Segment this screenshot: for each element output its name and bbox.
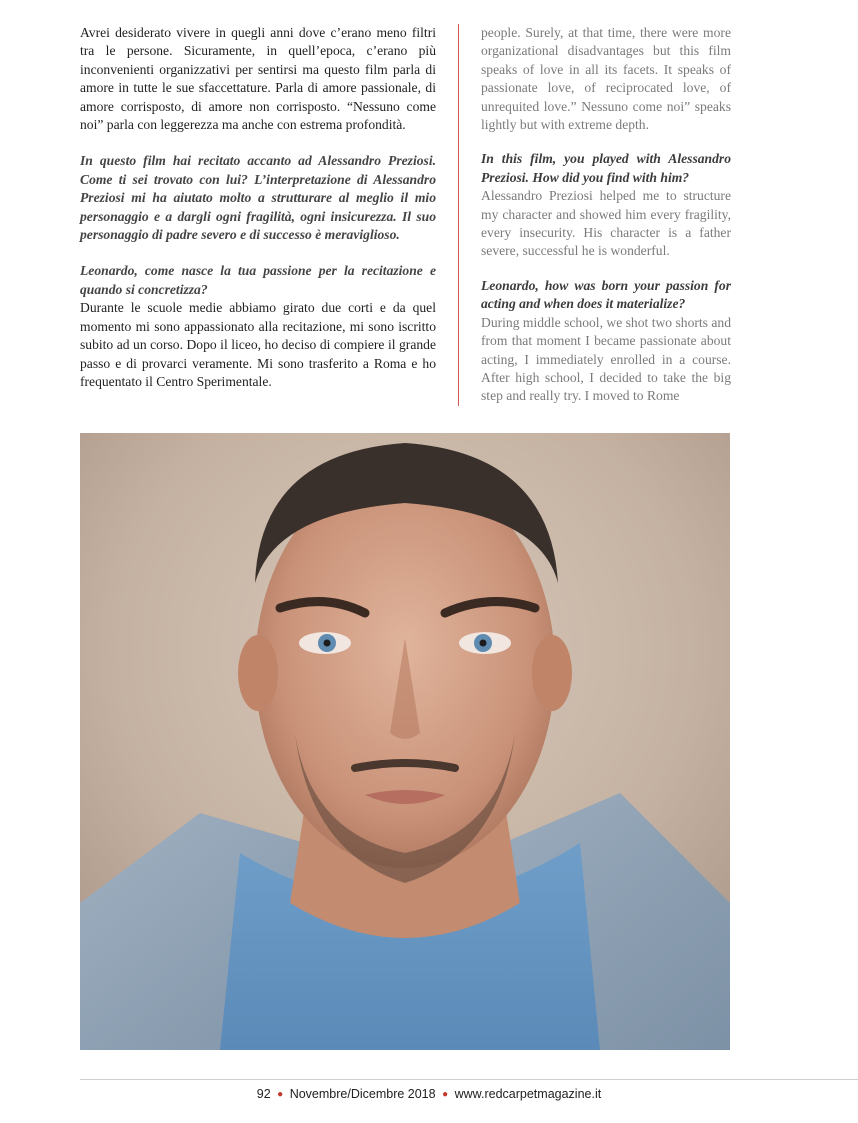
intro-paragraph: Avrei desiderato vivere in quegli anni dove c’erano meno filtri tra le persone. Sicuramente, in quell’epoca, c’erano più inconvenienti organizzativi per sentirsi ma questo film parla di amore in tutte le sue sfaccettature. Parla di amore passionale, di amore corrisposto, di amore non corrisposto. “Nessuno come noi” parla con leggerezza ma anche con estrema profondità.: [80, 25, 436, 133]
question-preziosi: In questo film hai recitato accanto ad Alessandro Preziosi. Come ti sei trovato con lui? L’interpretazione di Alessandro Preziosi mi ha aiutato molto a strutturare al meglio il mio personaggio e a dargli ogni fragilità, ogni insicurezza. Il suo personaggio di padre severo e di successo è meraviglioso.: [80, 153, 436, 243]
intro-paragraph-en: people. Surely, at that time, there were more organizational disadvantages but this film speaks of love in all its facets. It speaks of passionate love, of reciprocated love, of unrequited love.” Nessuno come noi” speaks lightly but with extreme depth.: [481, 25, 731, 133]
question-passion: Leonardo, come nasce la tua passione per la recitazione e quando si concretizza?: [80, 263, 436, 297]
answer-passion: Durante le scuole medie abbiamo girato due corti e da quel momento mi sono appassionato alla recitazione, mi sono iscritto subito ad un corso. Dopo il liceo, ho deciso di compiere il grande passo e di provarci veramente. Mi sono trasferito a Roma e ho frequentato il Centro Sperimentale.: [80, 300, 436, 389]
bullet-icon: ●: [277, 1089, 284, 1100]
question-preziosi-en: In this film, you played with Alessandro Preziosi. How did you find with him?: [481, 151, 731, 185]
page-footer: [0, 1087, 858, 1101]
portrait-photo: [80, 433, 730, 1050]
left-column-italian: [80, 24, 436, 391]
page-number: 92: [256, 1087, 271, 1101]
website-link[interactable]: www.redcarpetmagazine.it: [454, 1087, 602, 1101]
right-column-english: [481, 24, 731, 406]
bullet-icon: ●: [442, 1089, 449, 1100]
question-passion-en: Leonardo, how was born your passion for acting and when does it materialize?: [481, 277, 731, 312]
answer-passion-en: During middle school, we shot two shorts and from that moment I became passionate about acting, I immediately enrolled in a course. After high school, I decided to take the big step and really try. I moved to Rome: [481, 314, 731, 404]
footer-rule: [80, 1079, 858, 1080]
issue-date: Novembre/Dicembre 2018: [289, 1087, 436, 1101]
column-divider: [458, 24, 459, 406]
answer-preziosi-en: Alessandro Preziosi helped me to structure my character and showed him every fragility, every insecurity. His character is a father severe, successful he is wonderful.: [481, 188, 731, 259]
